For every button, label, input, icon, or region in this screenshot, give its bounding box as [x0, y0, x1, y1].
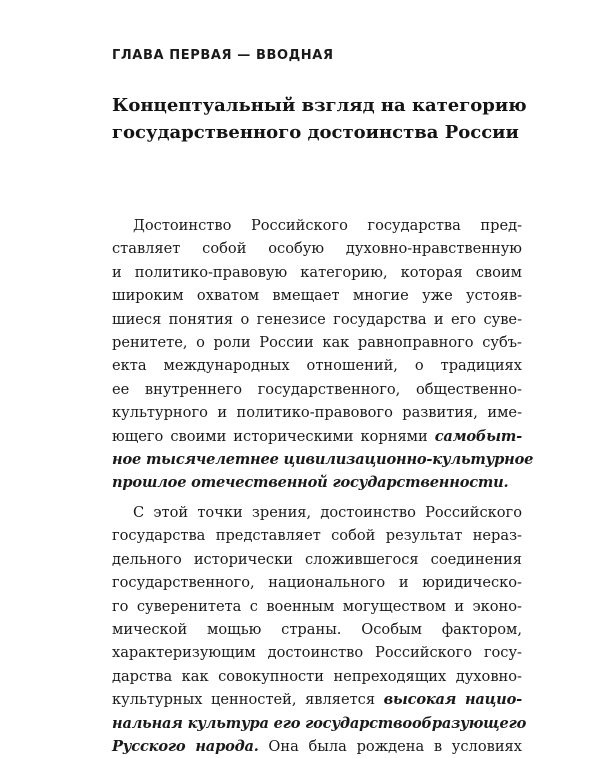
emphasized-text: Русского народа.	[112, 737, 259, 755]
text-line: ренитете, о роли России как равноправного субъ-	[112, 334, 522, 352]
text-line: С этой точки зрения, достоинство Российского	[133, 503, 522, 521]
text-line: ее внутреннего государственного, общественно-	[112, 380, 522, 398]
text-line	[112, 735, 522, 758]
text-run: ющего своими историческими корнями	[112, 427, 435, 445]
emphasized-text: ное тысячелетнее цивилизационно-культурное	[112, 451, 534, 469]
emphasized-text: нальная культура его государствообразующего	[112, 714, 527, 732]
section-title	[112, 92, 572, 146]
text-line: культурного и политико-правового развития, име-	[112, 404, 522, 422]
chapter-heading: ГЛАВА ПЕРВАЯ — ВВОДНАЯ	[112, 48, 334, 63]
section-title-line: Концептуальный взгляд на категорию	[112, 95, 527, 116]
text-line: ставляет собой особую духовно-нравственную	[112, 240, 522, 258]
text-line: Достоинство Российского государства пред-	[133, 217, 522, 234]
text-line: государства представляет собой результат нераз-	[112, 527, 522, 545]
paragraph-2	[112, 501, 527, 758]
text-line: государственного, национального и юридическо-	[112, 574, 522, 592]
text-line	[112, 425, 522, 448]
text-line: го суверенитета с военным могуществом и эконо-	[112, 597, 522, 615]
text-line: и политико-правовую категорию, которая своим	[112, 263, 522, 281]
text-line: характеризующим достоинство Российского госу-	[112, 644, 522, 662]
paragraph-1	[112, 214, 534, 495]
text-run: культурных ценностей, является	[112, 691, 384, 709]
emphasized-text: самобыт-	[434, 427, 522, 445]
text-line: дельного исторически сложившегося соединения	[112, 550, 522, 568]
text-line: дарства как совокупности непреходящих духовно-	[112, 667, 522, 685]
emphasized-text: прошлое отечественной государственности.	[112, 474, 509, 492]
emphasized-text: высокая нацио-	[383, 691, 522, 709]
text-line	[112, 688, 522, 711]
section-title-line: государственного достоинства России	[112, 122, 519, 143]
text-line: екта международных отношений, о традициях	[112, 357, 522, 375]
text-line: мической мощью страны. Особым фактором,	[112, 620, 522, 638]
text-line: шиеся понятия о генезисе государства и его суве-	[112, 310, 522, 328]
text-run: Она была рождена в условиях	[258, 737, 522, 755]
body-text	[112, 214, 534, 758]
text-line: широким охватом вмещает многие уже устояв-	[112, 287, 522, 305]
